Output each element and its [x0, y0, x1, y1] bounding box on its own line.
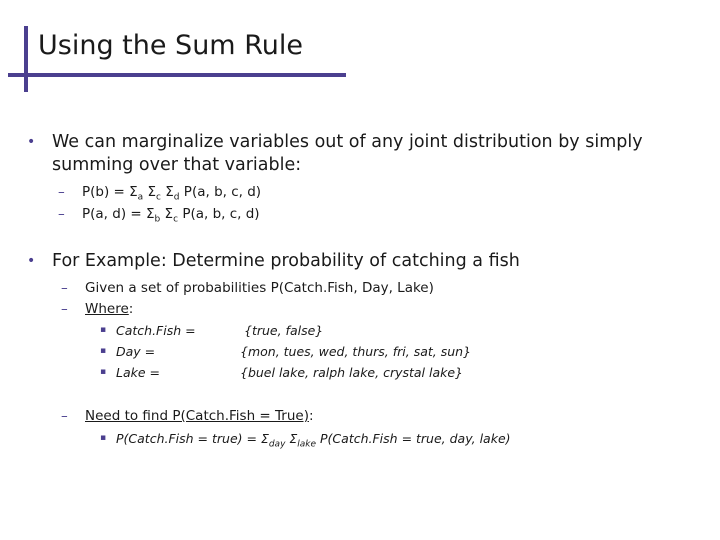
given-probabilities: – Given a set of probabilities P(Catch.Fish, Day, Lake) [61, 280, 434, 296]
def-lake: ▪ Lake = {buel lake, ralph lake, crystal lake} [100, 365, 464, 380]
sum-rule-formula-pb: – $P(b) = \Sigma_a$ $\Sigma_c$ $\Sigma_d$ P(a, b, c, d) [58, 184, 262, 203]
title-frame-vertical-line [24, 26, 28, 92]
dash-icon: – [61, 408, 68, 424]
square-bullet-icon: ▪ [100, 367, 107, 377]
sum-rule-formula-pad: – P(a, $d) = \Sigma_b$ $\Sigma_c$ P(a, b, c, d) [58, 206, 260, 225]
bullet-marginalize-line1: We can marginalize variables out of any joint distribution by simply [52, 132, 643, 152]
dash-icon: – [61, 301, 68, 317]
square-bullet-icon: ▪ [100, 325, 107, 335]
dash-icon: – [58, 184, 65, 200]
dash-icon: – [58, 206, 65, 222]
example-label: For Example [52, 251, 161, 271]
where-label: – Where: [61, 301, 134, 317]
bullet-marginalize [27, 131, 692, 177]
def-catchfish: ▪ Catch.Fish = {true, false} [100, 323, 324, 338]
dash-icon: – [61, 280, 68, 296]
bullet-dot-icon: • [27, 134, 36, 150]
bullet-dot-icon: • [27, 253, 36, 269]
bullet-marginalize-line2: summing over that variable: [52, 155, 302, 175]
bullet-example: • For Example: Determine probability of catching a fish [27, 251, 520, 271]
slide-title: Using the Sum Rule [38, 30, 303, 61]
def-day: ▪ Day = {mon, tues, wed, thurs, fri, sat, sun} [100, 344, 472, 359]
square-bullet-icon: ▪ [100, 346, 107, 356]
title-frame-horizontal-line [8, 73, 346, 77]
target-formula: ▪ P(Catch.Fish = true) = $\Sigma_{day}$ $\Sigma_{lake}$ P(Catch.Fish = true, day, lake) [100, 431, 511, 450]
need-to-find: – Need to find P(Catch.Fish = True): [61, 408, 314, 424]
square-bullet-icon: ▪ [100, 433, 107, 443]
